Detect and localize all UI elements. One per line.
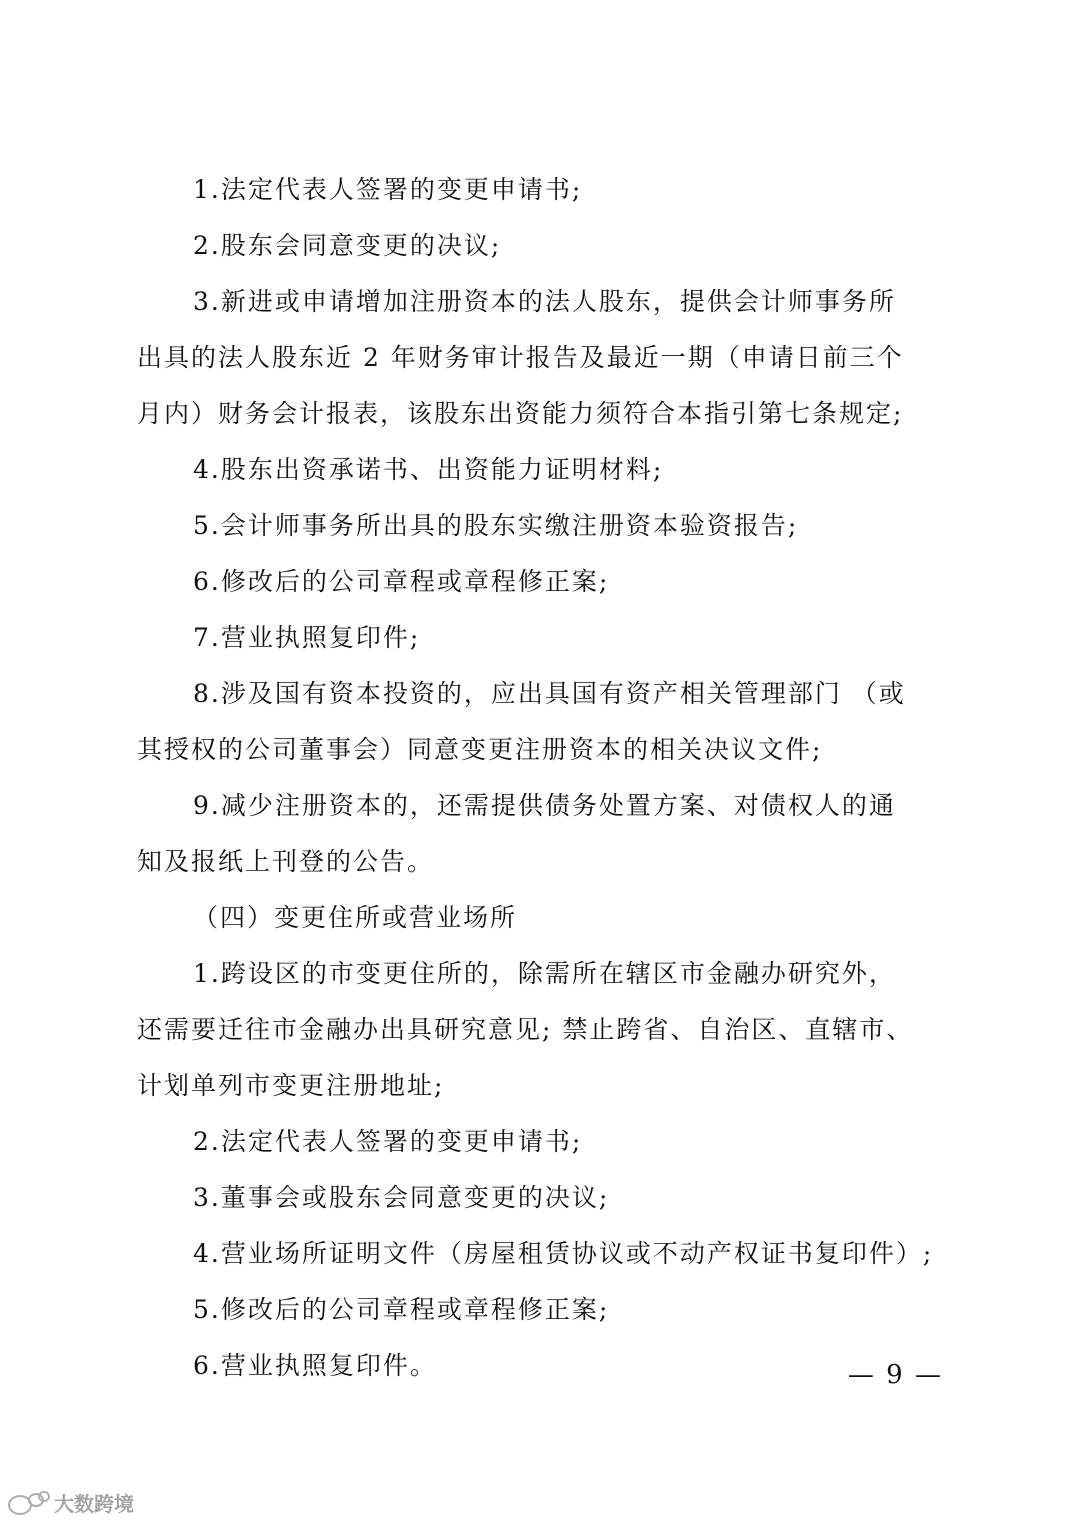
text-line: 7.营业执照复印件; — [193, 623, 421, 652]
text-line: 6.修改后的公司章程或章程修正案; — [193, 567, 610, 596]
watermark-text: 大数跨境 — [54, 1492, 134, 1516]
text-line: 出具的法人股东近 2 年财务审计报告及最近一期（申请日前三个 — [137, 343, 904, 372]
weibo-logo-icon — [8, 1491, 48, 1515]
text-line: 3.新进或申请增加注册资本的法人股东，提供会计师事务所 — [193, 287, 896, 316]
section-heading: （四）变更住所或营业场所 — [193, 903, 518, 932]
text-line: 4.股东出资承诺书、出资能力证明材料; — [193, 455, 664, 484]
text-line: 还需要迁往市金融办出具研究意见; 禁止跨省、自治区、直辖市、 — [137, 1015, 914, 1044]
text-line: 其授权的公司董事会）同意变更注册资本的相关决议文件; — [137, 735, 823, 764]
text-line: 2.法定代表人签署的变更申请书; — [193, 1127, 583, 1156]
text-line: 计划单列市变更注册地址; — [137, 1071, 445, 1100]
text-line: 3.董事会或股东会同意变更的决议; — [193, 1183, 610, 1212]
text-line: 5.会计师事务所出具的股东实缴注册资本验资报告; — [193, 511, 799, 540]
text-line: 2.股东会同意变更的决议; — [193, 231, 502, 260]
text-line: 月内）财务会计报表，该股东出资能力须符合本指引第七条规定; — [137, 399, 904, 428]
text-line: 6.营业执照复印件。 — [193, 1351, 437, 1380]
text-line: 1.法定代表人签署的变更申请书; — [193, 175, 583, 204]
page-number: — 9 — — [847, 1360, 943, 1390]
text-line: 知及报纸上刊登的公告。 — [137, 847, 435, 876]
text-line: 5.修改后的公司章程或章程修正案; — [193, 1295, 610, 1324]
text-line: 4.营业场所证明文件（房屋租赁协议或不动产权证书复印件）; — [193, 1239, 934, 1268]
watermark — [8, 1488, 134, 1517]
text-line: 9.减少注册资本的，还需提供债务处置方案、对债权人的通 — [193, 791, 896, 820]
text-line: 8.涉及国有资本投资的，应出具国有资产相关管理部门 （或 — [193, 679, 906, 708]
text-line: 1.跨设区的市变更住所的，除需所在辖区市金融办研究外， — [193, 959, 896, 988]
body-text — [137, 162, 943, 1394]
